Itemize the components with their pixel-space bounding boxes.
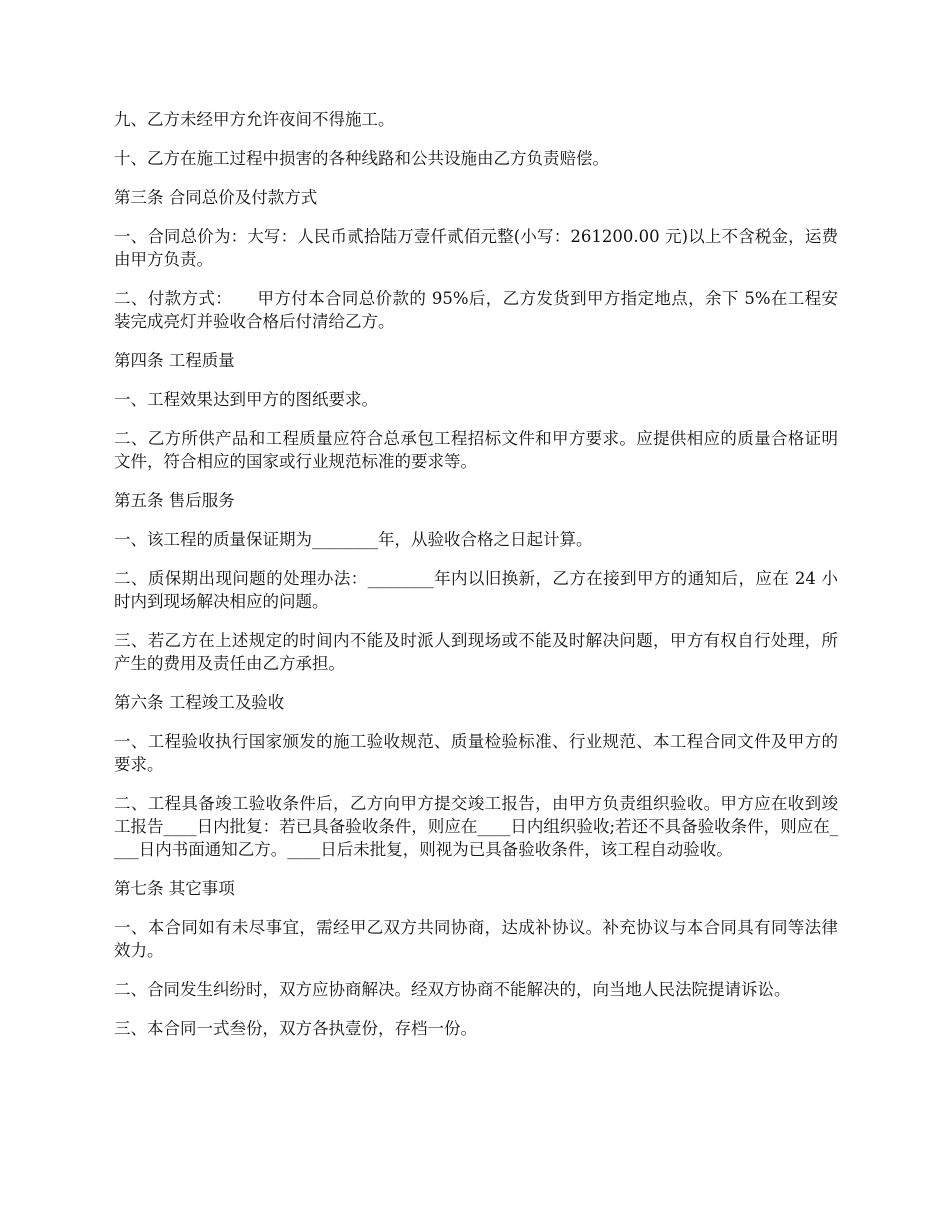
document-page (114, 108, 838, 1056)
article-4-heading: 第四条 工程质量 (114, 351, 235, 370)
article-6-heading: 第六条 工程竣工及验收 (114, 693, 285, 712)
article-5-heading: 第五条 售后服务 (114, 491, 235, 510)
clause-10-damage-compensation: 十、乙方在施工过程中损害的各种线路和公共设施由乙方负责赔偿。 (114, 149, 609, 168)
article-5-item-2: 二、质保期出现问题的处理办法：________年内以旧换新，乙方在接到甲方的通知后，应在 24 小时内到现场解决相应的问题。 (114, 569, 838, 611)
article-6-item-2: 二、工程具备竣工验收条件后，乙方向甲方提交竣工报告，由甲方负责组织验收。甲方应在收到竣工报告____日内批复：若已具备验收条件，则应在____日内组织验收;若还不具备验收条件，则应在____日内书面通知乙方。____日后未批复，则视为已具备验收条件，该工程自动验收。 (114, 794, 838, 859)
article-3-total-price: 一、合同总价为：大写：人民币贰拾陆万壹仟贰佰元整(小写：261200.00 元)以上不含税金，运费由甲方负责。 (114, 227, 838, 269)
article-7-item-1: 一、本合同如有未尽事宜，需经甲乙双方共同协商，达成补协议。补充协议与本合同具有同等法律效力。 (114, 918, 838, 960)
clause-9-night-work: 九、乙方未经甲方允许夜间不得施工。 (114, 110, 395, 129)
article-6-item-1: 一、工程验收执行国家颁发的施工验收规范、质量检验标准、行业规范、本工程合同文件及甲方的要求。 (114, 732, 838, 774)
article-3-payment-method: 二、付款方式： 甲方付本合同总价款的 95%后，乙方发货到甲方指定地点，余下 5%在工程安装完成亮灯并验收合格后付清给乙方。 (114, 289, 838, 331)
article-5-item-3: 三、若乙方在上述规定的时间内不能及时派人到现场或不能及时解决问题，甲方有权自行处理，所产生的费用及责任由乙方承担。 (114, 631, 838, 673)
article-7-heading: 第七条 其它事项 (114, 879, 235, 898)
article-5-item-1: 一、该工程的质量保证期为________年，从验收合格之日起计算。 (114, 530, 593, 549)
article-3-heading: 第三条 合同总价及付款方式 (114, 188, 318, 207)
article-7-item-3: 三、本合同一式叁份，双方各执壹份，存档一份。 (114, 1019, 477, 1038)
article-7-item-2: 二、合同发生纠纷时，双方应协商解决。经双方协商不能解决的，向当地人民法院提请诉讼。 (114, 980, 791, 999)
article-4-item-1: 一、工程效果达到甲方的图纸要求。 (114, 390, 378, 409)
article-4-item-2: 二、乙方所供产品和工程质量应符合总承包工程招标文件和甲方要求。应提供相应的质量合格证明文件，符合相应的国家或行业规范标准的要求等。 (114, 429, 838, 471)
